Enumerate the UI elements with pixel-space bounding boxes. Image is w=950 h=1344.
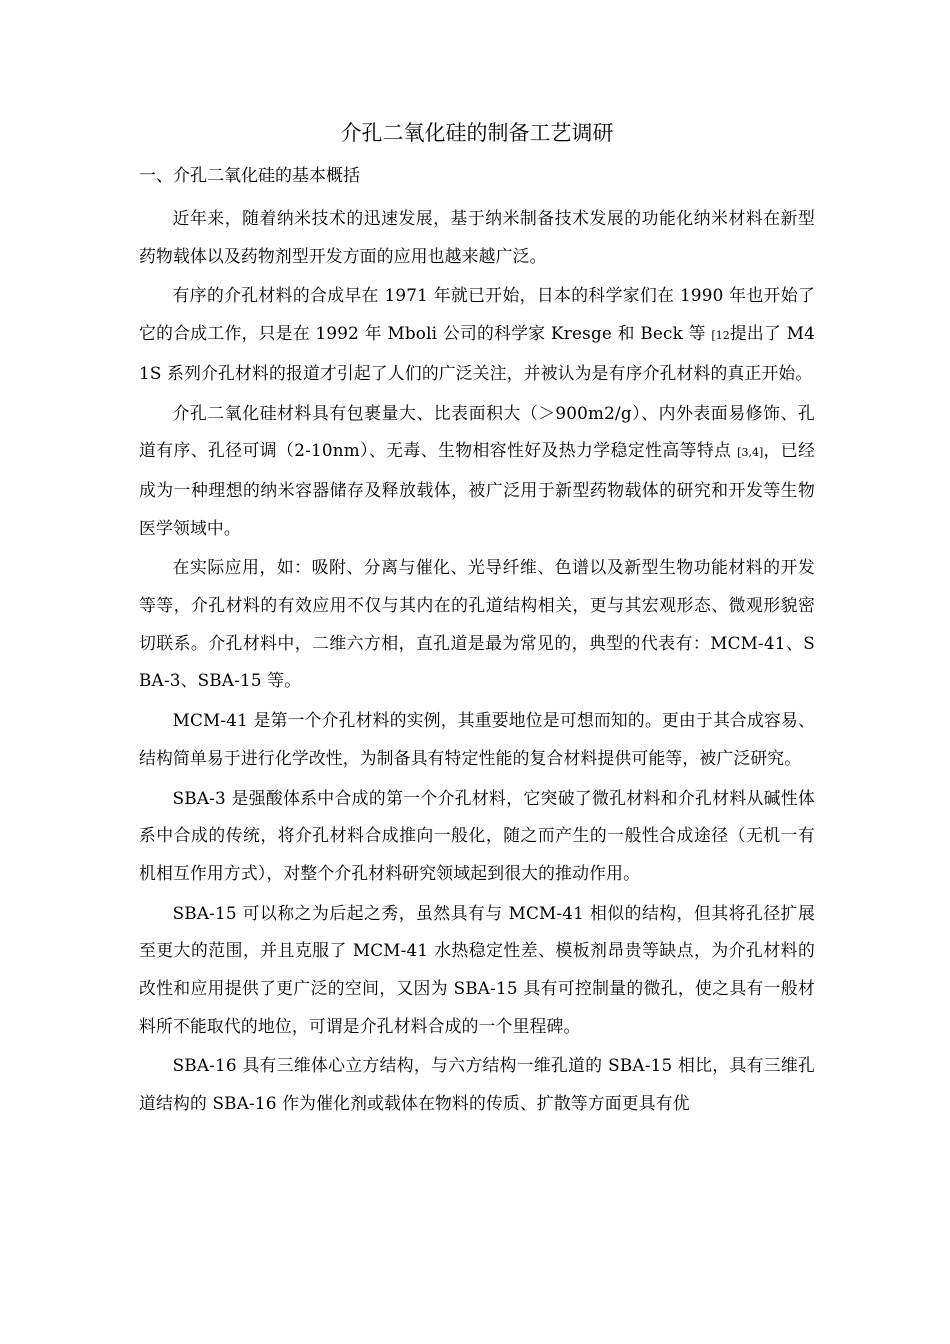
- paragraph-text: 介孔二氧化硅材料具有包裹量大、比表面积大（＞900m2/g）、内外表面易修饰、孔道有序、孔径可调（2-10nm）、无毒、生物相容性好及热力学稳定性高等特点: [139, 402, 815, 461]
- paragraph-text: 有序的介孔材料的合成早在 1971 年就已开始，日本的科学家们在 1990 年也开始了它的合成工作，只是在 1992 年 Mboli 公司的科学家 Kresge 和 Beck 等: [139, 285, 815, 344]
- paragraph-8: [139, 1047, 815, 1122]
- section-heading: 一、介孔二氧化硅的基本概括: [139, 166, 360, 186]
- citation-ref: [12: [711, 329, 730, 343]
- body-text: [139, 200, 815, 1125]
- paragraph-text: 近年来，随着纳米技术的迅速发展，基于纳米制备技术发展的功能化纳米材料在新型药物载体以及药物剂型开发方面的应用也越来越广泛。: [139, 208, 815, 266]
- paragraph-text: SBA-16 具有三维体心立方结构，与六方结构一维孔道的 SBA-15 相比，具有三维孔道结构的 SBA-16 作为催化剂或载体在物料的传质、扩散等方面更具有优: [139, 1055, 815, 1114]
- paragraph-text: SBA-3 是强酸体系中合成的第一个介孔材料，它突破了微孔材料和介孔材料从碱性体系中合成的传统，将介孔材料合成推向一般化，随之而产生的一般性合成途径（无机一有机相互作用方式），对整个介孔材料研究领域起到很大的推动作用。: [139, 787, 815, 883]
- paragraph-text: MCM-41 是第一个介孔材料的实例，其重要地位是可想而知的。更由于其合成容易、结构简单易于进行化学改性，为制备具有特定性能的复合材料提供可能等，被广泛研究。: [139, 710, 815, 768]
- paragraph-5: [139, 702, 815, 777]
- paragraph-3: [139, 395, 815, 548]
- citation-ref: [3,4]: [737, 446, 764, 460]
- paragraph-1: [139, 200, 815, 275]
- paragraph-6: [139, 780, 815, 893]
- paragraph-text: 在实际应用，如：吸附、分离与催化、光导纤维、色谱以及新型生物功能材料的开发等等，介孔材料的有效应用不仅与其内在的孔道结构相关，更与其宏观形态、微观形貌密切联系。介孔材料中，二维六方相，直孔道是最为常见的，典型的代表有：MCM-41、SBA-3、SBA-15 等。: [139, 557, 815, 691]
- paragraph-7: [139, 895, 815, 1046]
- document-title: 介孔二氧化硅的制备工艺调研: [340, 121, 614, 145]
- paragraph-2: [139, 277, 815, 392]
- paragraph-text: 提出了 M41S 系列介孔材料的报道才引起了人们的广泛关注，并被认为是有序介孔材料的真正开始。: [139, 323, 815, 383]
- paragraph-4: [139, 549, 815, 700]
- paragraph-text: ，已经成为一种理想的纳米容器储存及释放载体，被广泛用于新型药物载体的研究和开发等生物医学领域中。: [139, 440, 815, 538]
- paragraph-text: SBA-15 可以称之为后起之秀，虽然具有与 MCM-41 相似的结构，但其将孔径扩展至更大的范围，并且克服了 MCM-41 水热稳定性差、模板剂昂贵等缺点，为介孔材料的改性和应用提供了更广泛的空间，又因为 SBA-15 具有可控制量的微孔，使之具有一般材料所不能取代的地位，可谓是介孔材料合成的一个里程碑。: [139, 902, 815, 1036]
